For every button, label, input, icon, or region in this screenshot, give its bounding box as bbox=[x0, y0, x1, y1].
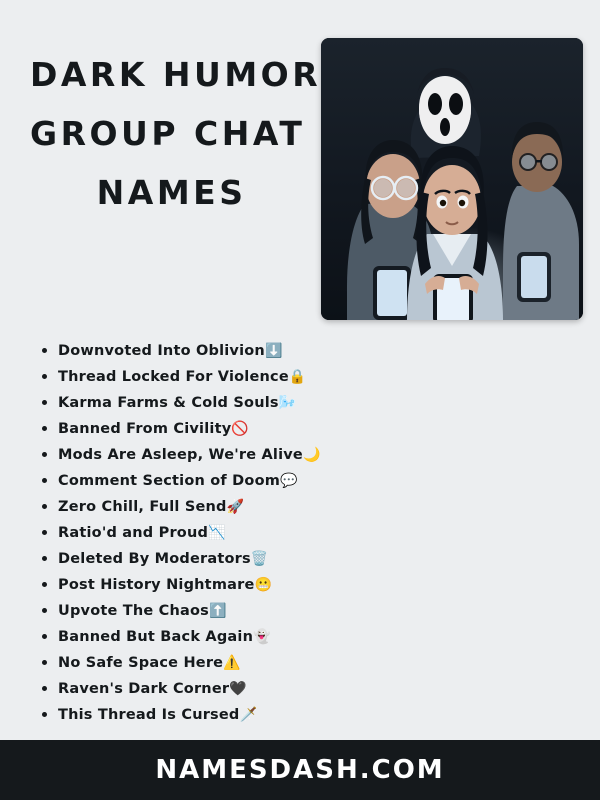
list-item bbox=[58, 526, 600, 552]
page-title bbox=[24, 30, 322, 212]
bullet-icon bbox=[42, 452, 47, 457]
list-item-emoji: 🗡️ bbox=[239, 707, 258, 723]
list-item-label: Zero Chill, Full Send bbox=[58, 499, 227, 515]
list-item bbox=[58, 422, 600, 448]
footer-bar bbox=[0, 740, 600, 800]
list-item-label: Ratio'd and Proud bbox=[58, 525, 209, 541]
bullet-icon bbox=[42, 582, 47, 587]
list-item-emoji: 🌬️ bbox=[278, 395, 297, 411]
bullet-icon bbox=[42, 374, 47, 379]
brand-name: NAMESDASH.COM bbox=[155, 755, 445, 785]
list-item-label: Post History Nightmare bbox=[58, 577, 255, 593]
list-item bbox=[58, 474, 600, 500]
list-item-label: Banned From Civility bbox=[58, 421, 232, 437]
hero-illustration bbox=[321, 38, 583, 320]
header-section bbox=[0, 0, 600, 330]
list-item bbox=[58, 656, 600, 682]
list-item-emoji: 😬 bbox=[254, 577, 273, 593]
list-item-label: This Thread Is Cursed bbox=[58, 707, 240, 723]
title-line-3: NAMES bbox=[96, 173, 247, 212]
list-item bbox=[58, 708, 600, 734]
list-item-label: Raven's Dark Corner bbox=[58, 681, 230, 697]
bullet-icon bbox=[42, 556, 47, 561]
list-item bbox=[58, 630, 600, 656]
list-item-emoji: 🗑️ bbox=[250, 551, 269, 567]
list-item-label: Deleted By Moderators bbox=[58, 551, 251, 567]
list-item-emoji: 👻 bbox=[253, 629, 271, 645]
bullet-icon bbox=[42, 400, 47, 405]
list-item bbox=[58, 344, 600, 370]
list-item-emoji: 💬 bbox=[280, 473, 298, 489]
bullet-icon bbox=[42, 608, 47, 613]
bullet-icon bbox=[42, 426, 47, 431]
bullet-icon bbox=[42, 504, 47, 509]
hero-illustration-svg bbox=[321, 38, 583, 320]
list-item-emoji: ⬆️ bbox=[209, 603, 227, 619]
list-item bbox=[58, 552, 600, 578]
list-item-label: Comment Section of Doom bbox=[58, 473, 281, 489]
names-list bbox=[0, 330, 600, 734]
list-item-label: Downvoted Into Oblivion bbox=[58, 343, 265, 359]
list-item-emoji: 🔒 bbox=[288, 369, 307, 385]
list-item-emoji: 🚀 bbox=[226, 499, 245, 515]
list-item-emoji: 🚫 bbox=[231, 421, 249, 437]
list-item-emoji: 📉 bbox=[208, 525, 226, 541]
list-item bbox=[58, 578, 600, 604]
list-item bbox=[58, 604, 600, 630]
title-line-2: GROUP CHAT bbox=[30, 114, 306, 153]
list-item bbox=[58, 370, 600, 396]
list-item-label: Thread Locked For Violence bbox=[58, 369, 289, 385]
bullet-icon bbox=[42, 686, 47, 691]
list-item-emoji: ⚠️ bbox=[223, 655, 241, 671]
list-item-emoji: 🖤 bbox=[229, 681, 247, 697]
bullet-icon bbox=[42, 712, 47, 717]
bullet-icon bbox=[42, 348, 47, 353]
list-item bbox=[58, 682, 600, 708]
bullet-icon bbox=[42, 530, 47, 535]
list-item-label: No Safe Space Here bbox=[58, 655, 224, 671]
list-item-label: Banned But Back Again bbox=[58, 629, 254, 645]
list-item bbox=[58, 500, 600, 526]
bullet-icon bbox=[42, 634, 47, 639]
list-item-label: Mods Are Asleep, We're Alive bbox=[58, 447, 303, 463]
bullet-icon bbox=[42, 660, 47, 665]
list-item bbox=[58, 396, 600, 422]
list-item bbox=[58, 448, 600, 474]
list-item-emoji: 🌙 bbox=[302, 447, 321, 463]
title-line-1: DARK HUMOR bbox=[30, 55, 322, 94]
list-item-emoji: ⬇️ bbox=[264, 343, 283, 359]
list-item-label: Upvote The Chaos bbox=[58, 603, 210, 619]
bullet-icon bbox=[42, 478, 47, 483]
list-item-label: Karma Farms & Cold Souls bbox=[58, 395, 279, 411]
